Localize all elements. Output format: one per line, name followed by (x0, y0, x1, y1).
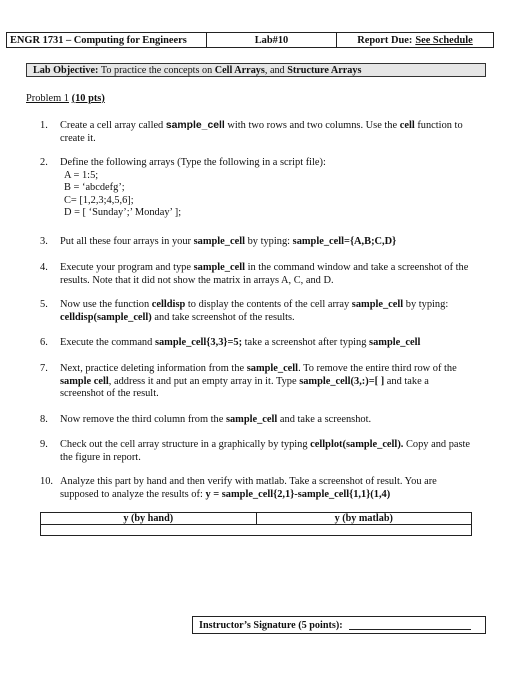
text: take a screenshot after typing (244, 337, 367, 348)
text: and take a screenshot of the result. (60, 375, 429, 399)
header-table (6, 32, 494, 48)
list-item-5 (40, 299, 472, 324)
answer-column-by-hand: y (by hand) (41, 513, 257, 525)
course-title: ENGR 1731 – Computing for Engineers (7, 33, 207, 47)
text: and take screenshot of the results. (154, 311, 295, 323)
item-number: 4. (40, 262, 48, 273)
item-text (60, 120, 472, 145)
command: y = sample_cell{2,1}-sample_cell{1,1}(1,4) (205, 488, 391, 500)
text: Copy and paste the figure in report. (60, 439, 471, 463)
answer-table (40, 512, 472, 536)
text: Analyze this part by hand and then verify with matlab. Take a screenshot of result. You are supposed to analyze the results of: (60, 476, 437, 500)
text: Put all these four arrays in your (60, 236, 192, 247)
text: Now use the function (60, 299, 150, 310)
sample-cell-name: sample_cell (165, 120, 225, 131)
command: sample_cell(3,:)=[ ] (299, 375, 385, 387)
text: Create a cell array called (60, 120, 164, 131)
objective-topic-structure-arrays: Structure Arrays (287, 64, 362, 76)
sample-cell-name: sample_cell (193, 236, 245, 247)
answer-column-by-matlab: y (by matlab) (257, 513, 472, 525)
text: Check out the cell array structure in a graphically by typing (60, 439, 308, 450)
item-number: 7. (40, 363, 48, 374)
text: and take a screenshot. (279, 414, 372, 425)
sample-cell-name: sample_cell (369, 337, 421, 348)
item-text (60, 363, 472, 401)
report-due (337, 33, 493, 47)
item-number: 5. (40, 299, 48, 310)
objective-and: , and (264, 64, 285, 76)
command: sample_cell{3,3}=5; (154, 337, 243, 348)
signature-label: Instructor’s Signature (5 points): (199, 619, 343, 631)
sample-cell-name: sample_cell (225, 414, 278, 425)
item-text (60, 236, 472, 249)
item-text (60, 476, 472, 501)
objective-label: Lab Objective: (33, 64, 99, 76)
code-line-a: A = 1:5; (64, 169, 99, 181)
item-number: 3. (40, 236, 48, 247)
problem-heading (26, 93, 105, 104)
cell-function-name: cell (399, 120, 415, 131)
text: by typing: (405, 299, 449, 310)
item-number: 9. (40, 439, 48, 450)
item-text (60, 337, 472, 350)
objective-text: To practice the concepts on (100, 64, 213, 76)
list-item-10 (40, 476, 472, 501)
objective-topic-cell-arrays: Cell Arrays (214, 64, 265, 76)
text: Define the following arrays (Type the following in a script file): (60, 157, 326, 168)
list-item-1 (40, 120, 472, 145)
problem-title: Problem 1 (26, 93, 70, 104)
lab-number: Lab#10 (207, 33, 337, 47)
command: celldisp(sample_cell) (60, 311, 152, 323)
list-item-4 (40, 262, 472, 287)
text: to display the contents of the cell array (187, 299, 350, 310)
sample-cell-name: sample_cell (351, 299, 404, 310)
item-text (60, 414, 472, 427)
report-due-value: See Schedule (415, 34, 473, 46)
command: sample_cell={A,B;C,D} (292, 236, 397, 247)
text: with two rows and two columns. Use the (227, 120, 398, 131)
list-item-3 (40, 236, 472, 249)
item-text (60, 157, 472, 220)
item-number: 6. (40, 337, 48, 348)
command: cellplot(sample_cell). (310, 439, 404, 450)
report-due-label: Report Due: (357, 34, 413, 46)
problem-points: (10 pts) (71, 93, 105, 104)
list-item-6 (40, 337, 472, 350)
text: Execute your program and type (60, 262, 191, 273)
instructor-signature-box (192, 616, 486, 634)
text: by typing: (247, 236, 291, 247)
celldisp-function-name: celldisp (151, 299, 186, 310)
list-item-7 (40, 363, 472, 401)
text: function to create it. (60, 120, 463, 144)
item-number: 1. (40, 120, 48, 131)
item-text (60, 439, 472, 464)
text: Now remove the third column from the (60, 414, 224, 425)
list-item-2 (40, 157, 472, 220)
sample-cell-name: sample cell (60, 375, 109, 387)
list-item-8 (40, 414, 472, 427)
item-number: 2. (40, 157, 48, 168)
code-line-d: D = [ ‘Sunday’;’ Monday’ ]; (64, 207, 182, 218)
lab-objective-box (26, 63, 486, 77)
signature-line[interactable] (349, 620, 471, 630)
text: Next, practice deleting information from the (60, 363, 245, 374)
item-number: 10. (40, 476, 53, 487)
text: . To remove the entire third row of the (298, 363, 457, 374)
sample-cell-name: sample_cell (246, 363, 299, 374)
code-line-c: C= [1,2,3;4,5,6]; (64, 194, 134, 206)
code-line-b: B = ‘abcdefg’; (64, 182, 125, 193)
item-text (60, 299, 472, 324)
text: Execute the command (60, 337, 153, 348)
item-text (60, 262, 472, 287)
text: , address it and put an empty array in it. Type (108, 375, 297, 387)
text: in the command window and take a screenshot of the results. Note that it did not show the matrix in arrays A, C, and D. (60, 262, 469, 286)
sample-cell-name: sample_cell (193, 262, 245, 273)
item-number: 8. (40, 414, 48, 425)
list-item-9 (40, 439, 472, 464)
